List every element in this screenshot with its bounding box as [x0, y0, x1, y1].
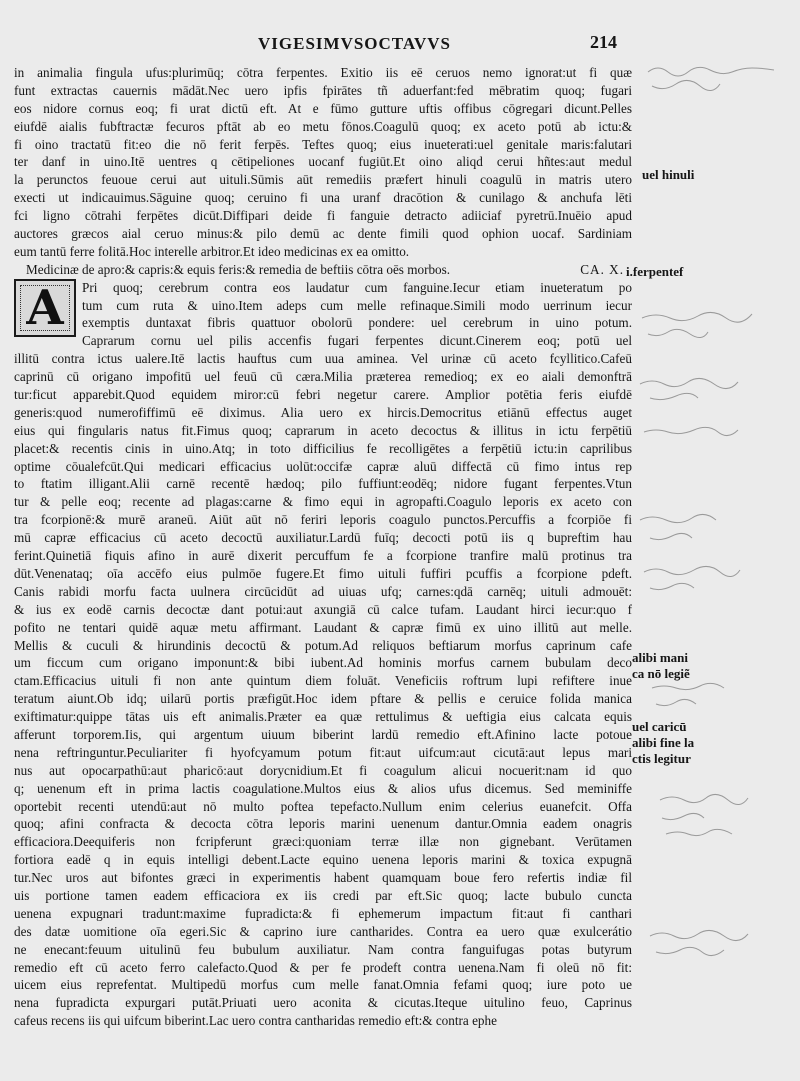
text-line: des datæ uomitione oīa egeri.Sic & caprino iure cantharides. Contra ea uero quæ exulcerátio	[14, 923, 632, 939]
text-line: uis portione tamen eadem efficaciora ex iis credi par eft.Sic quoq; lacte bubulo cuncta	[14, 887, 632, 903]
text-line: teratum aiunt.Ob idq; uilarū portis præfigūt.Hoc idem pftare & pellis e ceruice folida manica	[14, 691, 632, 707]
text-line: tra fcorpionē:& murē araneū. Aiūt aūt nō feriri leporis coagulo punctos.Percuffis a fcorpiōe fi	[14, 512, 632, 528]
margin-note-ca-no-legit: ca nō legiẽ	[632, 666, 690, 681]
text-line: tum cum ruta & uino.Item adeps cum melle refinaque.Simili modo uerrinum iecur	[82, 297, 632, 313]
marginalia-scribble-3	[640, 378, 738, 399]
text-line: funt extractas cauernis mādāt.Nec uero ipfis fpirātes tñ aduerfant:fed mēbratim quoq; fugari	[14, 82, 632, 98]
text-line: la perunctos feuoue cerui aut uituli.Sūmis aūt remediis præfert hinuli coagulū in matris utero	[14, 172, 632, 188]
drop-cap-letter: A	[26, 280, 64, 336]
marginalia-scribble-2	[642, 312, 752, 337]
text-line: exiftimatur:quippe tātas uis eft animalis.Præter ea quæ rettulimus & ueftigia eius calcata equis	[14, 709, 632, 725]
text-line: fortiora eadē q in equis intelligi debent.Lacte equino uenena leporis marini & toxica expugnā	[14, 852, 632, 868]
text-line: Caprarum cornu uel pilis accenfis fugari ferpentes dicunt.Cinerem eoq; potū uel	[82, 333, 632, 349]
text-line: oportebit recenti utendū:aut nō multo poftea tepefacto.Nullum enim celerius euanefcit. Offa	[14, 798, 632, 814]
text-line: illitū contra ictus ualere.Itē lactis hauftus cum uua aminea. Vel urinæ cū aceto fcyllitico.Cafeū	[14, 351, 632, 367]
text-line: cafeus recens iis qui uifcum biberint.Lac uero contra cantharidas remedio eft:& contra ephe	[14, 1013, 497, 1029]
text-line: eiufdē aialis fubftractæ fecuros pftāt ab eo metu fōnos.Coagulū quoq; ex aceto potū ab ictu:&	[14, 118, 632, 134]
text-line: tur & pelle eoq; recente ad plagas:carne & fimo equi in agropafti.Coagulo leporis ex aceto con	[14, 494, 632, 510]
text-line: ne enecant:feuum uitulinū feu bubulum auxiliatur. Nam contra fanguifugas potas butyrum	[14, 941, 632, 957]
chapter-number: CA. X.	[580, 261, 624, 277]
marginalia-scribble-7	[652, 683, 724, 705]
margin-note-alibi-sine-la: alibi fine la	[632, 735, 695, 750]
marginalia-scribble-9	[650, 930, 748, 955]
margin-note-uel-caricu: uel caricū	[632, 719, 687, 734]
marginalia-scribble-8	[660, 794, 748, 835]
running-title: VIGESIMVSOCTAVVS	[258, 34, 451, 53]
marginalia-scribble-1	[648, 67, 774, 90]
text-line: afferunt torporem.Iis, qui argentum uiuum biberint lardū remedio eft.Afinino lacte potoue	[14, 726, 632, 742]
folio-number: 214	[590, 32, 617, 52]
page-header	[0, 34, 800, 58]
marginalia-scribble-4	[644, 427, 738, 435]
text-line	[14, 261, 632, 279]
text-line: dūt.Venenataq; oīa accēfo eius pulmōe fugere.Et fimo uituli fuffiri pcuffis a fcorpione pdeft.	[14, 565, 632, 581]
text-line: eum tantū ferre folitā.Hoc interelle arbitror.Et ideo medicinas ex ea omitto.	[14, 243, 410, 259]
text-line: in animalia fingula ufus:plurimūq; cōtra ferpentes. Exitio iis eē ceruos nemo ignorat:ut fi quæ	[14, 65, 632, 80]
text-line: Canis rabidi morfu facta uulnera circūcidūt ad uiuas ufq; carnes:qdā carnēq; uituli admouēt:	[14, 583, 632, 599]
marginalia-scribble-6	[644, 566, 740, 589]
text-line: & ius ex eodē carnis decoctæ dant potui:aut axungiā cū calce tufam. Laudant hirci iecur:quo f	[14, 601, 632, 617]
text-line: uenena expugnari tradunt:maxime fupradicta:& fi ephemerum impactum fit:aut fi canthari	[14, 905, 632, 921]
text-line: caprinū cū origano impofitū uel feuū cū cæra.Milia præterea remedioq; ex eo aiali demonftrā	[14, 369, 632, 385]
chapter-heading-text: Medicinæ de apro:& capris:& equis feris:& remedia de beftiis cōtra oēs morbos.	[26, 261, 451, 277]
drop-cap-initial	[14, 279, 76, 337]
text-line: Pri quoq; cerebrum contra eos laudatur cum fanguine.Iecur etiam inueteratum po	[82, 279, 632, 295]
margin-note-ctis-legitur: ctis legitur	[632, 751, 691, 766]
text-line: eius qui fingularis natus fit.Fimus quoq; caprarum in aceto decoctus & illitus in ictu ferpētiū	[14, 422, 632, 438]
margin-note-serpentes: i.ferpentef	[626, 264, 684, 279]
text-line: mū capræ efficacius cū aceto decoctū auxiliatur.Lardū fuīq; decocti potū iis q bupreftim hau	[14, 530, 632, 546]
text-line: fci ligno cōtrahi ferpētes dicūt.Diffipari deide fi fanguie detracto adiiciaf pyretrū.Inuēio apud	[14, 208, 632, 224]
text-line: ferint.Quinetiā fiquis afino in aurē dixerit percuffum fe a fcorpione tranfire malū protinus tra	[14, 548, 632, 564]
text-line: execti ut indicauimus.Sāguine quoq; ceruino fi una uranf dracōtion & cunilago & anchufa lēti	[14, 190, 632, 206]
text-line: nus aut opocarpathū:aut pharicō:aut dorycnidium.Et fi coagulum alicui nocuerit:nam id quo	[14, 762, 632, 778]
text-line: remedio eft cū aceto ferro calefacto.Quod & per fe prodeft contra uenena.Nam fi oleū nō fit:	[14, 959, 632, 975]
text-line: nena reftringuntur.Peculiariter fi hyofcyamum potum fit:aut uifcum:aut cicutā:aut lepus mari	[14, 744, 632, 760]
text-line: q; uenenum eft in prima lactis coagulatione.Multos eius & alios ufus dicemus. Sed meminiffe	[14, 780, 632, 796]
text-line: pofito ne tentari quidē aquæ metu affirmant. Laudant & capræ fimū ex uino illitū aut melle.	[14, 619, 632, 635]
marginalia-scribble-5	[640, 514, 716, 539]
text-line: tur:ficut apparebit.Quod equidem miror:cū febri negetur carere. Amplior potētia feris eiufdē	[14, 387, 632, 403]
text-line: to ftatim illigant.Alii carnē recentē hædoq; pilo fuffiunt:eodēq; nidore fugant ferpentes.Vtun	[14, 476, 632, 492]
text-line: placet:& recentis cinis in uino.Atq; in toto difficilius fe recolligētes a ferpētiū ictu:in caprilibus	[14, 440, 632, 456]
margin-note-alibi-mani: alibi mani	[632, 650, 688, 665]
text-line: eos nidore cornus eoq; fi urat dictū eft. At e fūmo gutture uftis offibus cōgregari dicunt.Pelles	[14, 100, 632, 116]
text-line: generis:quod numerofiffimū eē diximus. Alia uero ex hircis.Democritus etiānū effectus auget	[14, 404, 632, 420]
text-line: exemptis duntaxat fibris quattuor obolorū pondere: uel cerebrum in uino potum.	[82, 315, 632, 331]
text-line: uicem eius reprefentat. Multipedū morfus cum melle fanat.Omnia fefami quoq; iure poto ue	[14, 977, 632, 993]
text-line: efficaciora.Deequiferis non fcripferunt græci:quoniam terræ illæ non gignebant. Verūtamen	[14, 834, 632, 850]
text-line: auctores græcos aial ceruo minus:& pilo demū ac dente fimili quod ophion uocaf. Sardiniam	[14, 226, 632, 242]
text-line: optime cōualefcūt.Qui medicari efficacius uolūt:occifæ capræ aluū diffectā cū fimo intus rep	[14, 458, 632, 474]
text-line: fi oino tractatū fit:eo die nō ferit ferpēs. Teftes quoq; eius inueterati:uel genitale maris:falutari	[14, 136, 632, 152]
margin-note-uel-hinuli: uel hinuli	[642, 167, 695, 182]
text-line: ter danf in uino.Itē uentres q cētipeliones uocanf fugiūt.Et oino aliqd cerui hñtes:aut medul	[14, 154, 632, 170]
text-line: ctam.Efficacius uituli fi non ante quintum diem foluāt. Veneficiis roftrum lupi refiftere inue	[14, 673, 632, 689]
text-line: um ficcum cum origano imponunt:& bibi iubent.Ad hominis morfus carnem bubulam deco	[14, 655, 632, 671]
text-line: tur.Nec uros aut bifontes græci in experimentis habent quamquam boue fero refertis indiæ fil	[14, 870, 632, 886]
text-line: quoq; afini confracta & decocta cōtra leporis marini uenenum dantur.Omnia eadem onagris	[14, 816, 632, 832]
text-line: nena fupradicta expurgari putāt.Priuati uero aconita & cicutas.Iteque uitulino feuo, Caprinus	[14, 995, 632, 1011]
main-text-block	[14, 64, 632, 1030]
text-line: Mellis & cuculi & hirundinis decoctū & potum.Ad reliquos beftiarum morfus caprinum cafe	[14, 637, 632, 653]
